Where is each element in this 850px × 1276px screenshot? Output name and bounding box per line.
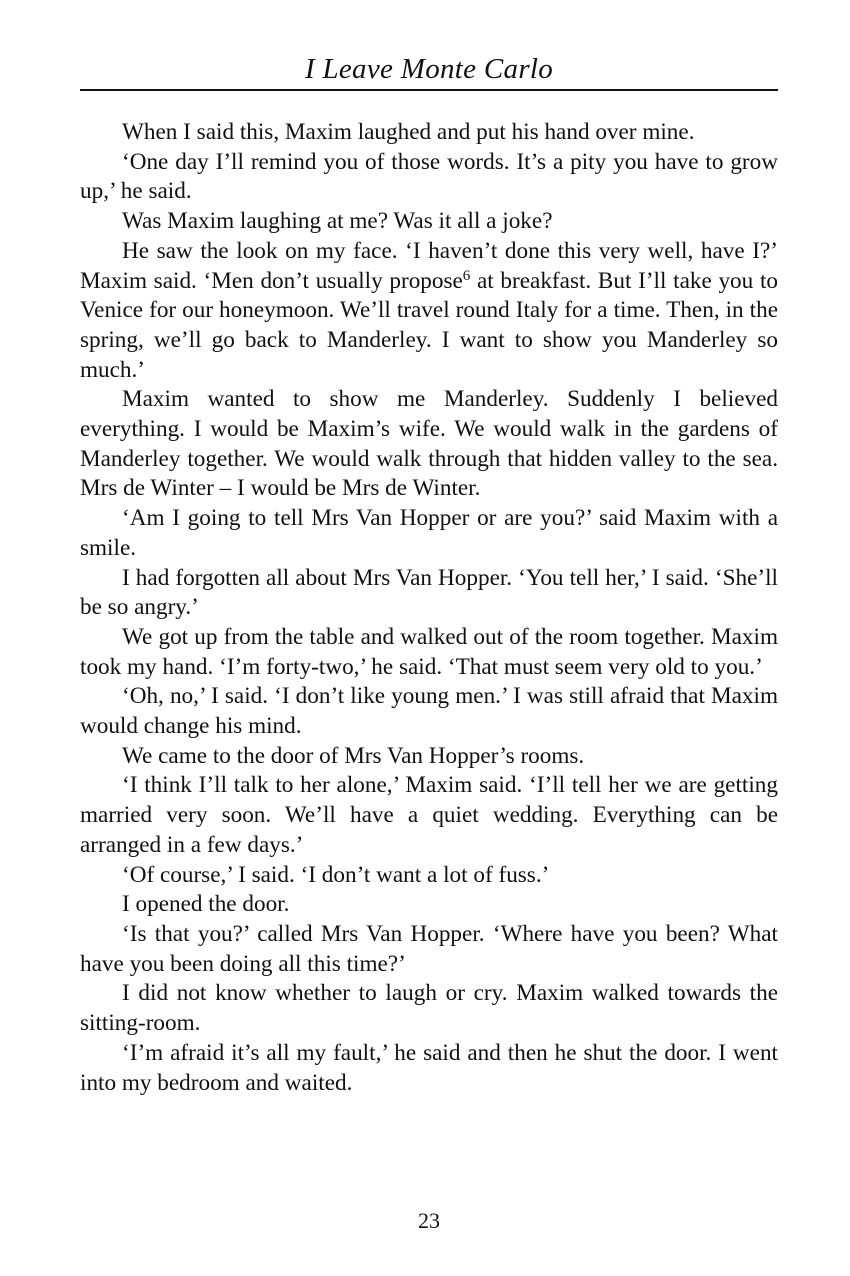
paragraph: Was Maxim laughing at me? Was it all a joke? [122, 208, 553, 235]
page-number: 23 [418, 1208, 440, 1233]
paragraph: ‘Oh, no,’ I said. ‘I don’t like young men.’ I was still afraid that Maxim would change his mind. [80, 683, 778, 740]
paragraph-text: at breakfast. But I’ll take you to Venice for our honeymoon. We’ll travel round Italy for a time. Then, in the spring, we’ll go back to Manderley. I want to show you Manderley so much.’ [80, 267, 778, 383]
paragraph: When I said this, Maxim laughed and put his hand over mine. [122, 119, 695, 145]
paragraph: ‘Is that you?’ called Mrs Van Hopper. ‘Where have you been? What have you been doing all this time?’ [80, 920, 778, 977]
footnote-marker: 6 [462, 267, 471, 284]
header-rule [80, 89, 778, 91]
paragraph: We got up from the table and walked out of the room together. Maxim took my hand. ‘I’m forty-two,’ he said. ‘That must seem very old to you.’ [80, 623, 778, 680]
paragraph: We came to the door of Mrs Van Hopper’s rooms. [122, 742, 585, 769]
paragraph: ‘Am I going to tell Mrs Van Hopper or are you?’ said Maxim with a smile. [80, 505, 778, 561]
body-text [80, 118, 778, 1098]
paragraph: Maxim wanted to show me Manderley. Suddenly I believed everything. I would be Maxim’s wife. We would walk in the gardens of Manderley together. We would walk through that hidden valley to the sea. Mrs de Winter – I would be Mrs de Winter. [80, 386, 778, 502]
paragraph: ‘I’m afraid it’s all my fault,’ he said and then he shut the door. I went into my bedroom and waited. [80, 1039, 778, 1096]
paragraph-text: He saw the look on my face. ‘I haven’t done this very well, have I?’ Maxim said. ‘Men don’t usually propose [80, 237, 778, 294]
paragraph [80, 237, 778, 386]
paragraph: ‘I think I’ll talk to her alone,’ Maxim said. ‘I’ll tell her we are getting married very soon. We’ll have a quiet wedding. Everything can be arranged in a few days.’ [80, 772, 778, 858]
paragraph: I did not know whether to laugh or cry. Maxim walked towards the sitting-room. [80, 980, 778, 1037]
paragraph: I opened the door. [122, 891, 290, 918]
paragraph: ‘One day I’ll remind you of those words. It’s a pity you have to grow up,’ he said. [80, 148, 778, 205]
running-header-title: I Leave Monte Carlo [304, 53, 554, 85]
paragraph: I had forgotten all about Mrs Van Hopper. ‘You tell her,’ I said. ‘She’ll be so angry.’ [80, 564, 778, 621]
paragraph: ‘Of course,’ I said. ‘I don’t want a lot of fuss.’ [122, 861, 550, 888]
